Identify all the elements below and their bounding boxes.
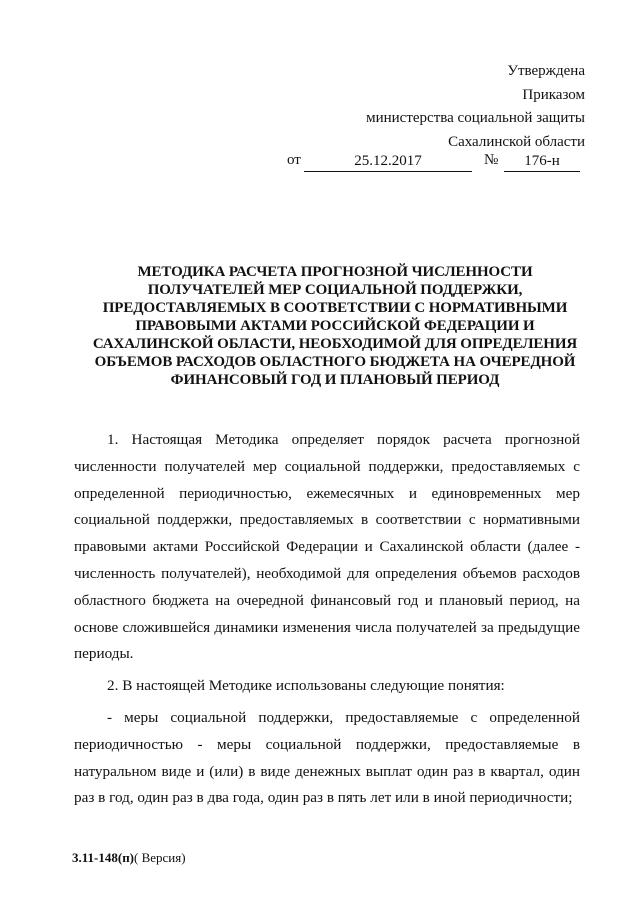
order-date: 25.12.2017 <box>304 152 472 172</box>
footer <box>72 850 186 866</box>
approval-line-ministry: министерства социальной защиты <box>366 110 585 126</box>
approval-line-approved: Утверждена <box>507 63 585 79</box>
approval-block <box>366 60 585 154</box>
approval-line-region: Сахалинской области <box>448 133 585 150</box>
document-title: МЕТОДИКА РАСЧЕТА ПРОГНОЗНОЙ ЧИСЛЕННОСТИ ПОЛУЧАТЕЛЕЙ МЕР СОЦИАЛЬНОЙ ПОДДЕРЖКИ, ПРЕДОСТАВЛЯЕМЫХ В СООТВЕТСТВИИ С НОРМАТИВНЫМИ ПРАВОВЫМИ АКТАМИ РОССИЙСКОЙ ФЕДЕРАЦИИ И САХАЛИНСКОЙ ОБЛАСТИ, НЕОБХОДИМОЙ ДЛЯ ОПРЕДЕЛЕНИЯ ОБЪЕМОВ РАСХОДОВ ОБЛАСТНОГО БЮДЖЕТА НА ОЧЕРЕДНОЙ ФИНАНСОВЫЙ ГОД И ПЛАНОВЫЙ ПЕРИОД <box>92 264 578 388</box>
footer-version: ( Версия) <box>134 850 186 865</box>
approval-line-order: Приказом <box>522 86 585 103</box>
order-from-label: от <box>287 152 301 168</box>
paragraph-2: 2. В настоящей Методике использованы следующие понятия: <box>107 677 505 695</box>
document-body <box>74 427 580 812</box>
order-number-label: № <box>484 152 499 168</box>
order-number: 176-н <box>504 152 580 172</box>
paragraph-1: 1. Настоящая Методика определяет порядок расчета прогнозной численности получателей мер социальной поддержки, предоставляемых с определенной периодичностью, ежемесячных и единовременных мер социальной поддержки, предоставляемых в соответствии с нормативными правовыми актами Российской Федерации и Сахалинской области (далее - численность получателей), необходимой для определения объемов расходов областного бюджета на очередной финансовый год и плановый период, на основе сложившейся динамики изменения числа получателей за предыдущие периоды. <box>74 431 580 663</box>
order-date-line <box>0 152 640 176</box>
paragraph-3: - меры социальной поддержки, предоставляемые с определенной периодичностью - меры социальной поддержки, предоставляемые в натуральном виде и (или) в виде денежных выплат один раз в квартал, один раз в год, один раз в два года, один раз в пять лет или в иной периодичности; <box>74 708 580 807</box>
footer-code: 3.11-148(п) <box>72 850 135 865</box>
